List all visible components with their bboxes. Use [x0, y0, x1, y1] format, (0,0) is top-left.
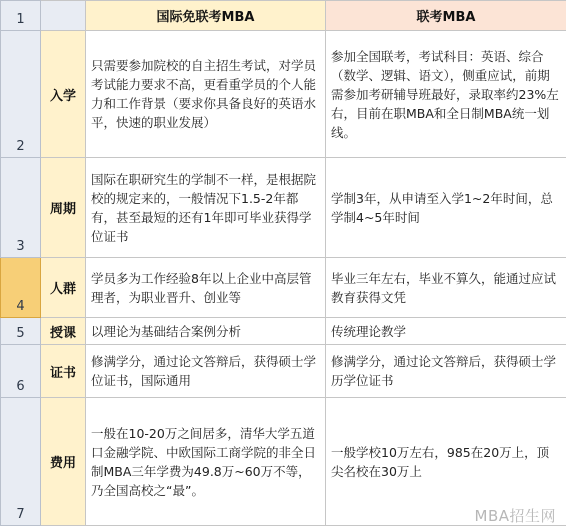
- category-cell[interactable]: 费用: [41, 398, 86, 526]
- corner-cell[interactable]: [41, 1, 86, 31]
- watermark-text: MBA招生网: [474, 507, 556, 525]
- intl-mba-cell[interactable]: 一般在10-20万之间居多，清华大学五道口金融学院、中欧国际工商学院的非全日制MBA三年学费为49.8万~60万不等，乃全国高校之“最”。: [86, 398, 326, 526]
- category-cell[interactable]: 授课: [41, 318, 86, 345]
- joint-mba-cell[interactable]: 传统理论教学: [326, 318, 566, 345]
- row-number[interactable]: 7: [1, 398, 41, 526]
- category-cell[interactable]: 人群: [41, 258, 86, 318]
- joint-mba-cell[interactable]: 参加全国联考，考试科目：英语、综合（数学、逻辑、语文），侧重应试，前期需参加考研辅导班最好，录取率约23%左右，目前在职MBA和全日制MBA统一划线。: [326, 31, 566, 158]
- row-number[interactable]: 5: [1, 318, 41, 345]
- intl-mba-cell[interactable]: 只需要参加院校的自主招生考试，对学员考试能力要求不高，更看重学员的个人能力和工作背景（要求你具备良好的英语水平，快速的职业发展）: [86, 31, 326, 158]
- table-row: [1, 158, 566, 258]
- category-cell[interactable]: 入学: [41, 31, 86, 158]
- table-row: [1, 31, 566, 158]
- row-number[interactable]: 1: [1, 1, 41, 31]
- intl-mba-cell[interactable]: 以理论为基础结合案例分析: [86, 318, 326, 345]
- table-row: [1, 318, 566, 345]
- row-number[interactable]: 3: [1, 158, 41, 258]
- header-intl-mba[interactable]: 国际免联考MBA: [86, 1, 326, 31]
- joint-mba-cell[interactable]: 一般学校10万左右，985在20万上，顶尖名校在30万上: [326, 398, 566, 526]
- intl-mba-cell[interactable]: 国际在职研究生的学制不一样，是根据院校的规定来的，一般情况下1.5-2年都有，甚至最短的还有1年即可毕业获得学位证书: [86, 158, 326, 258]
- header-row: [1, 1, 566, 31]
- row-number[interactable]: 6: [1, 345, 41, 398]
- header-joint-mba[interactable]: 联考MBA: [326, 1, 566, 31]
- category-cell[interactable]: 周期: [41, 158, 86, 258]
- row-number[interactable]: 2: [1, 31, 41, 158]
- joint-mba-cell[interactable]: 修满学分，通过论文答辩后，获得硕士学历学位证书: [326, 345, 566, 398]
- table-row: [1, 258, 566, 318]
- intl-mba-cell[interactable]: 修满学分，通过论文答辩后，获得硕士学位证书，国际通用: [86, 345, 326, 398]
- joint-mba-cell[interactable]: 学制3年，从申请至入学1~2年时间，总学制4~5年时间: [326, 158, 566, 258]
- intl-mba-cell[interactable]: 学员多为工作经验8年以上企业中高层管理者，为职业晋升、创业等: [86, 258, 326, 318]
- table-row: [1, 345, 566, 398]
- category-cell[interactable]: 证书: [41, 345, 86, 398]
- joint-mba-cell[interactable]: 毕业三年左右，毕业不算久，能通过应试教育获得文凭: [326, 258, 566, 318]
- row-number-selected[interactable]: 4: [1, 258, 41, 318]
